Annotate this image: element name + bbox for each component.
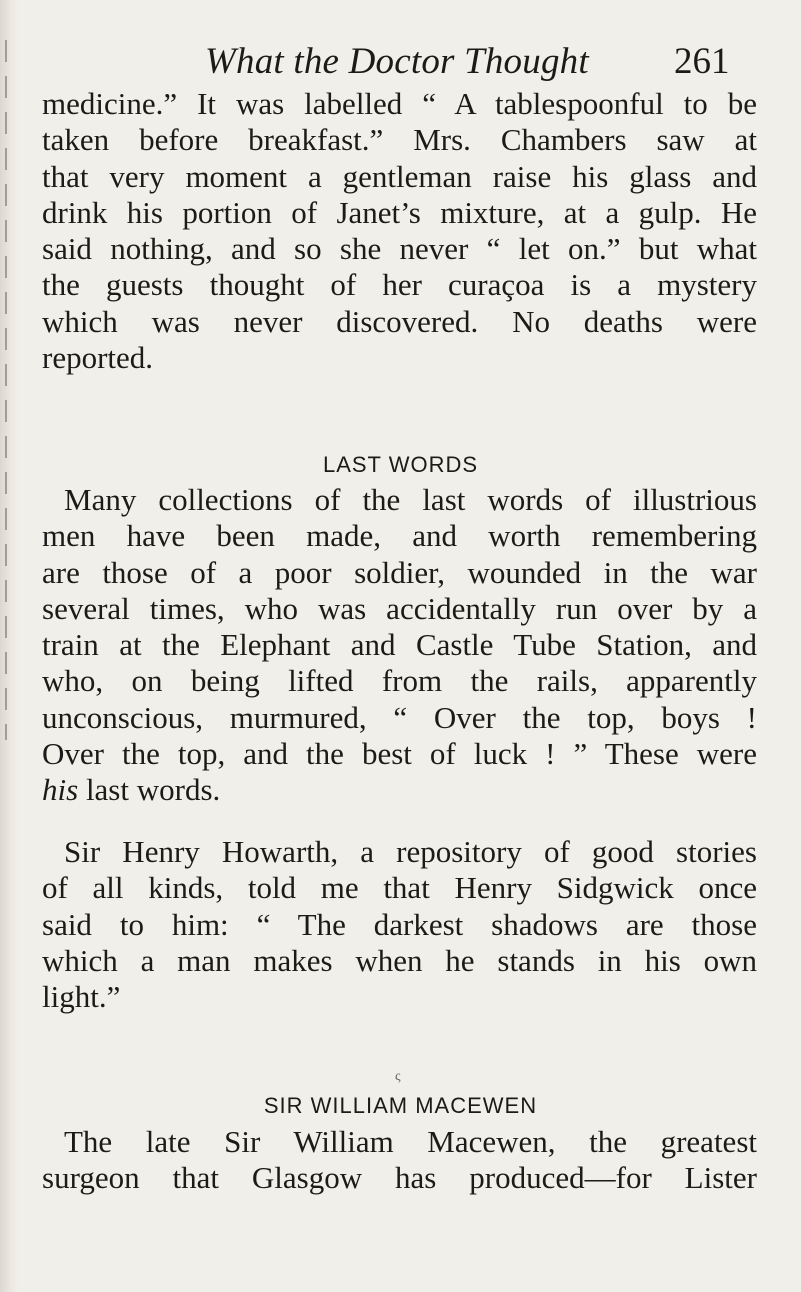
text-line: which was never discovered. No deaths were bbox=[42, 303, 757, 339]
text-line: of all kinds, told me that Henry Sidgwick once bbox=[42, 870, 757, 906]
text-line: said nothing, and so she never “ let on.” but what bbox=[42, 231, 757, 267]
text-line: Sir Henry Howarth, a repository of good stories bbox=[64, 834, 757, 869]
text-line: light.” bbox=[42, 979, 121, 1015]
text-fragment: last words. bbox=[78, 772, 221, 808]
section-heading-macewen: SIR WILLIAM MACEWEN bbox=[263, 1093, 538, 1118]
text-line: which a man makes when he stands in his own bbox=[42, 942, 757, 978]
text-line bbox=[42, 772, 757, 808]
text-line: taken before breakfast.” Mrs. Chambers saw at bbox=[42, 122, 757, 158]
stray-mark: ς bbox=[395, 1069, 401, 1084]
text-line: said to him: “ The darkest shadows are those bbox=[42, 906, 757, 942]
text-line: train at the Elephant and Castle Tube Station, and bbox=[42, 627, 757, 663]
text-line: who, on being lifted from the rails, apparently bbox=[42, 663, 757, 699]
text-line: unconscious, murmured, “ Over the top, boys ! bbox=[42, 699, 757, 735]
text-line: Many collections of the last words of illustrious bbox=[64, 482, 757, 517]
paragraph-howarth bbox=[42, 834, 757, 1015]
paragraph-continuation bbox=[42, 86, 757, 376]
text-line: surgeon that Glasgow has produced—for Lister bbox=[42, 1160, 757, 1196]
text-line: The late Sir William Macewen, the greatest bbox=[64, 1124, 757, 1159]
text-line: Over the top, and the best of luck ! ” These were bbox=[42, 736, 757, 772]
page-edge-marks bbox=[5, 40, 7, 740]
text-line: men have been made, and worth remembering bbox=[42, 518, 757, 554]
page-number: 261 bbox=[674, 41, 730, 82]
text-line: medicine.” It was labelled “ A tablespoonful to be bbox=[42, 86, 757, 121]
text-line: reported. bbox=[42, 340, 154, 376]
running-head: What the Doctor Thought bbox=[205, 41, 589, 82]
text-line: that very moment a gentleman raise his glass and bbox=[42, 158, 757, 194]
italic-word: his bbox=[42, 772, 79, 808]
text-line: several times, who was accidentally run over by a bbox=[42, 590, 757, 626]
text-line: are those of a poor soldier, wounded in the war bbox=[42, 554, 757, 590]
paragraph-macewen bbox=[42, 1124, 757, 1197]
text-line: drink his portion of Janet’s mixture, at a gulp. He bbox=[42, 194, 757, 230]
paragraph-last-words bbox=[42, 482, 757, 809]
text-line: the guests thought of her curaçoa is a mystery bbox=[42, 267, 757, 303]
section-heading-last-words: LAST WORDS bbox=[322, 452, 479, 477]
